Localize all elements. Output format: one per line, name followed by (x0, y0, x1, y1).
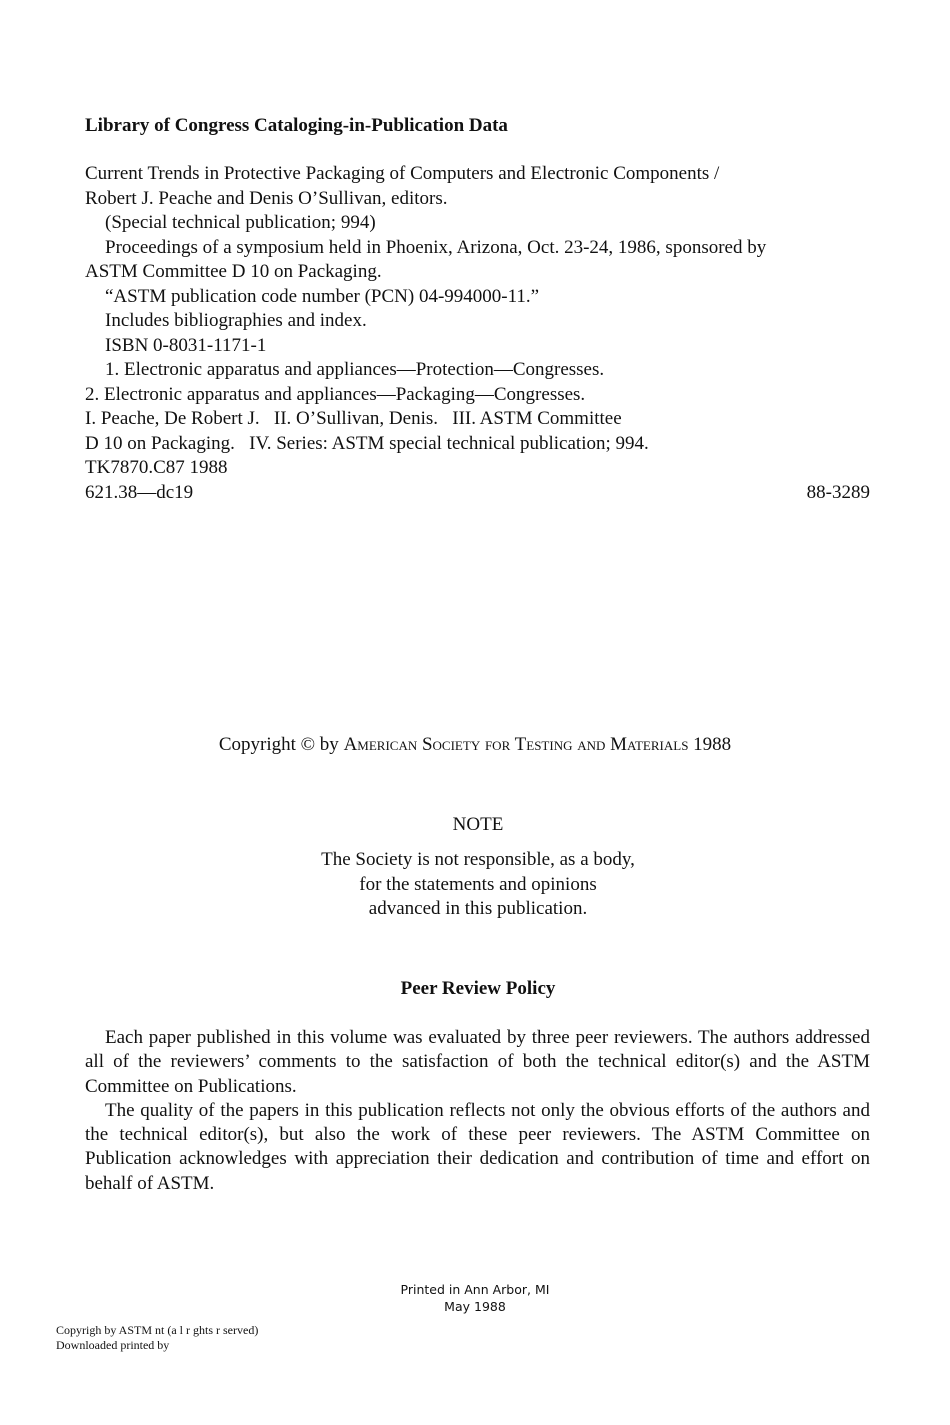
note-line: for the statements and opinions (359, 873, 597, 895)
cip-line: TK7870.C87 1988 (85, 457, 228, 478)
copyright-prefix: Copyright © by (218, 734, 339, 755)
peer-review-body (85, 1026, 870, 1196)
peer-review-title: Peer Review Policy (400, 978, 556, 999)
printed-location: Printed in Ann Arbor, MI (400, 1282, 550, 1297)
footer-copyright-line: Copyrigh by ASTM nt (a l r ghts r served) (56, 1323, 259, 1337)
dewey-classification: 621.38—dc19 (85, 481, 194, 503)
printed-date: May 1988 (444, 1298, 506, 1314)
note-title: NOTE (452, 814, 504, 835)
cip-heading: Library of Congress Cataloging-in-Publication Data (85, 115, 508, 136)
cip-line: D 10 on Packaging. IV. Series: ASTM special technical publication; 994. (85, 432, 649, 454)
cip-line: Proceedings of a symposium held in Phoenix, Arizona, Oct. 23-24, 1986, sponsored by (105, 236, 767, 258)
cip-line: ISBN 0-8031-1171-1 (105, 334, 267, 356)
cip-line: Includes bibliographies and index. (105, 310, 367, 331)
cip-line: (Special technical publication; 994) (105, 212, 376, 233)
peer-review-paragraph: The quality of the papers in this publication reflects not only the obvious efforts of the authors and the technical editor(s), but also the work of these peer reviewers. The ASTM Committee on Publication acknowledges with appreciation their dedication and contribution of time and effort on behalf of ASTM. (85, 1099, 870, 1194)
cip-classification-row (85, 481, 870, 506)
note-line: advanced in this publication. (368, 898, 588, 919)
cip-line: I. Peache, De Robert J. II. O’Sullivan, Denis. III. ASTM Committee (85, 408, 622, 429)
cip-line: “ASTM publication code number (PCN) 04-994000-11.” (105, 285, 540, 307)
cip-line: Robert J. Peache and Denis O’Sullivan, editors. (85, 187, 448, 209)
download-footer (56, 1323, 258, 1353)
lccn-number: 88-3289 (806, 481, 870, 503)
cip-line: 2. Electronic apparatus and appliances—Packaging—Congresses. (85, 383, 586, 405)
copyright-publisher: American Society for Testing and Materials (343, 734, 689, 755)
cip-line: ASTM Committee D 10 on Packaging. (85, 261, 382, 282)
copyright-notice (0, 733, 950, 757)
printed-info (0, 1282, 950, 1315)
note-line: The Society is not responsible, as a body, (321, 849, 635, 870)
cip-record (85, 162, 870, 505)
note-body (0, 848, 950, 922)
cip-line: 1. Electronic apparatus and appliances—Protection—Congresses. (105, 359, 605, 380)
footer-download-line: Downloaded printed by (56, 1338, 170, 1352)
cip-line: Current Trends in Protective Packaging of Computers and Electronic Components / (85, 163, 720, 184)
peer-review-paragraph: Each paper published in this volume was evaluated by three peer reviewers. The authors addressed all of the reviewers’ comments to the satisfaction of both the technical editor(s) and the ASTM Committee on Publications. (85, 1027, 870, 1097)
copyright-year: 1988 (693, 734, 732, 755)
